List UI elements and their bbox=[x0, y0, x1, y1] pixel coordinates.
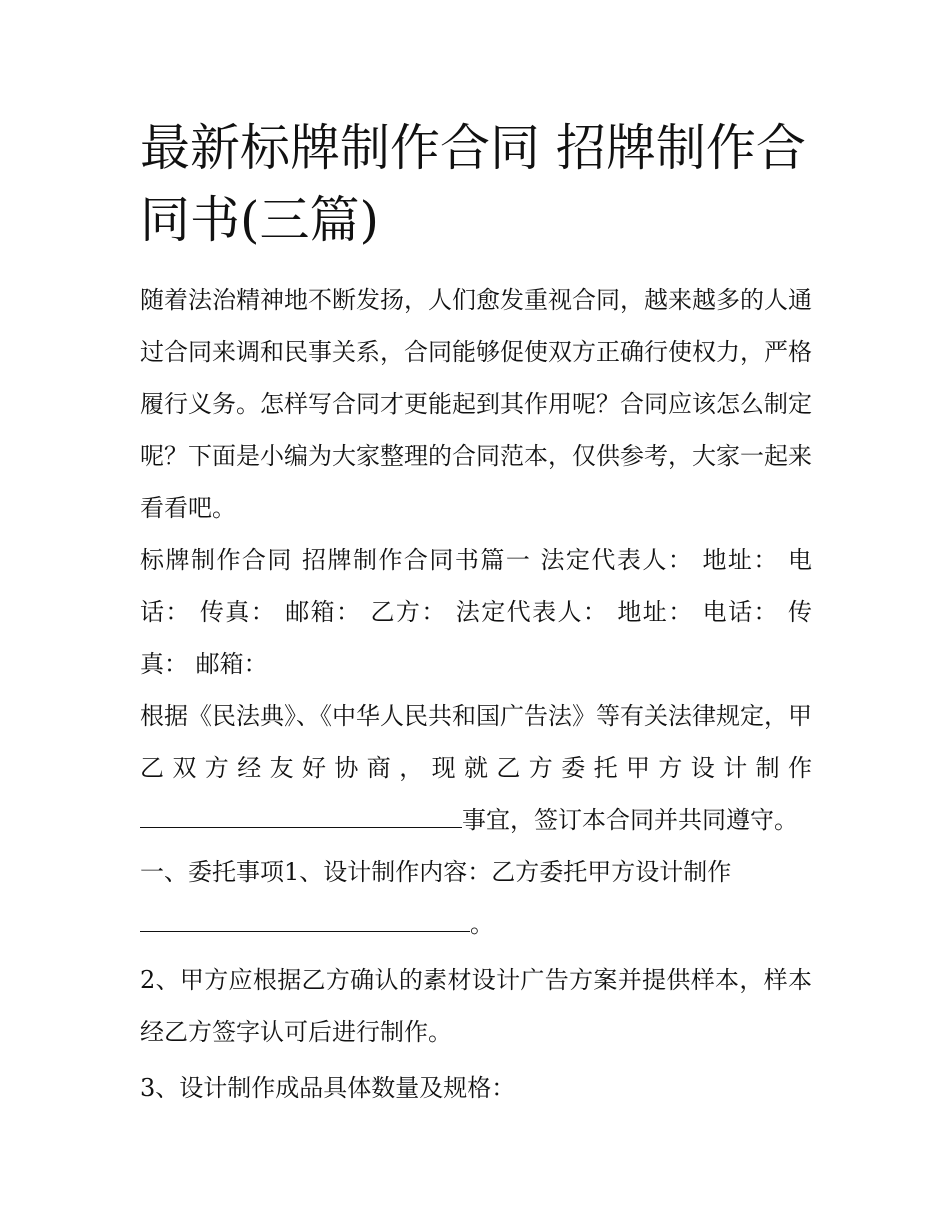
document-page bbox=[140, 112, 812, 1114]
item-1-paragraph bbox=[140, 846, 812, 950]
item-1-text-end: 。 bbox=[470, 910, 494, 938]
fill-in-blank-line bbox=[140, 911, 470, 932]
fill-in-blank-line bbox=[140, 807, 462, 828]
item-3-paragraph: 3、设计制作成品具体数量及规格： bbox=[140, 1074, 516, 1102]
document-title: 最新标牌制作合同 招牌制作合同书(三篇) bbox=[140, 119, 806, 249]
basis-paragraph bbox=[140, 690, 812, 846]
intro-paragraph: 随着法治精神地不断发扬，人们愈发重视合同，越来越多的人通过合同来调和民事关系，合同能够促使双方正确行使权力，严格履行义务。怎样写合同才更能起到其作用呢？合同应该怎么制定呢？下面是小编为大家整理的合同范本，仅供参考，大家一起来看看吧。 bbox=[140, 286, 812, 522]
item-2-paragraph: 2、甲方应根据乙方确认的素材设计广告方案并提供样本，样本经乙方签字认可后进行制作。 bbox=[140, 966, 812, 1046]
basis-text-end: 事宜，签订本合同并共同遵守。 bbox=[462, 806, 798, 834]
item-1-text: 一、委托事项1、设计制作内容：乙方委托甲方设计制作 bbox=[140, 858, 732, 886]
parties-paragraph: 标牌制作合同 招牌制作合同书篇一 法定代表人： 地址： 电话： 传真： 邮箱： 乙方： 法定代表人： 地址： 电话： 传真： 邮箱： bbox=[140, 546, 812, 678]
basis-text: 根据《民法典》、《中华人民共和国广告法》等有关法律规定，甲乙双方经友好协商，现就乙方委托甲方设计制作 bbox=[140, 702, 812, 782]
